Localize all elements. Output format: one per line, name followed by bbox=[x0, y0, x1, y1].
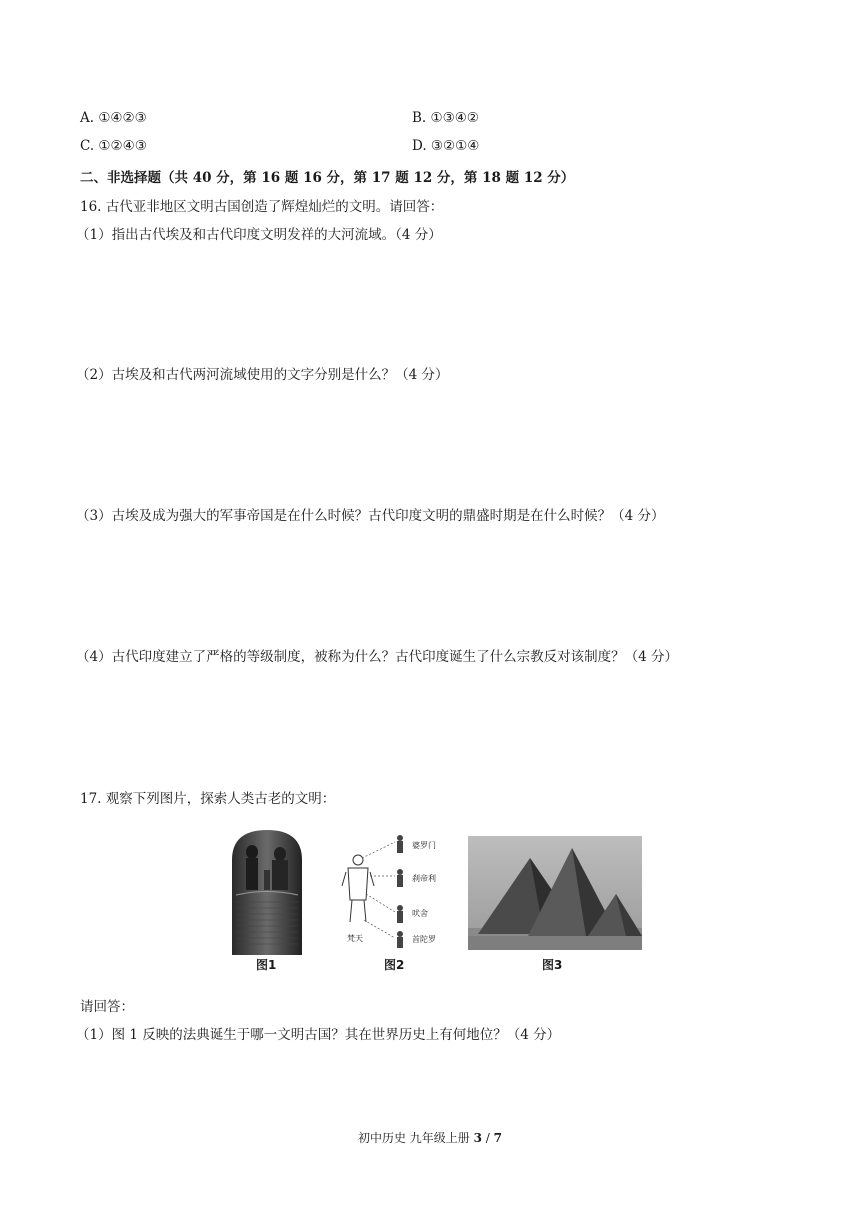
question-17-part-1: （1）图 1 反映的法典诞生于哪一文明古国？其在世界历史上有何地位？（4 分） bbox=[76, 1027, 561, 1043]
figure-2-caption: 图2 bbox=[384, 958, 405, 972]
page-total: 7 bbox=[493, 1131, 503, 1145]
section-title: 二、非选择题（共 40 分，第 16 题 16 分，第 17 题 12 分，第 18 题 12 分） bbox=[80, 170, 575, 186]
figure-3-caption: 图3 bbox=[542, 958, 563, 972]
caste-label-brahman: 婆罗门 bbox=[412, 841, 436, 850]
pyramids-photo-image bbox=[468, 836, 642, 950]
question-17-stem: 17. 观察下列图片，探索人类古老的文明： bbox=[80, 791, 336, 807]
footer-subject: 初中历史 九年级上册 bbox=[357, 1131, 474, 1145]
caste-label-kshatriya: 刹帝利 bbox=[412, 874, 436, 883]
question-16-part-4: （4）古代印度建立了严格的等级制度，被称为什么？古代印度诞生了什么宗教反对该制度？（4 分） bbox=[76, 649, 678, 665]
caste-label-shudra: 首陀罗 bbox=[412, 935, 436, 944]
option-c: C. ①②④③ bbox=[80, 138, 147, 154]
caste-label-vaishya: 吠舍 bbox=[412, 909, 428, 918]
figure-1-caption: 图1 bbox=[256, 958, 277, 972]
page-number: 3 bbox=[473, 1131, 482, 1145]
option-a: A. ①④②③ bbox=[80, 110, 147, 126]
hammurabi-stele-image bbox=[222, 830, 312, 955]
caste-label-brahma: 梵天 bbox=[347, 934, 363, 943]
question-16-part-1: （1）指出古代埃及和古代印度文明发祥的大河流域。（4 分） bbox=[76, 227, 442, 243]
option-d: D. ③②①④ bbox=[412, 138, 480, 154]
answer-prompt: 请回答： bbox=[80, 999, 134, 1015]
option-b: B. ①③④② bbox=[412, 110, 479, 126]
question-16-part-2: （2）古埃及和古代两河流域使用的文字分别是什么？（4 分） bbox=[76, 367, 449, 383]
question-16-stem: 16. 古代亚非地区文明古国创造了辉煌灿烂的文明。请回答： bbox=[80, 199, 444, 215]
page-footer bbox=[0, 1129, 860, 1146]
figure-strip bbox=[222, 830, 642, 980]
page-separator: / bbox=[481, 1131, 494, 1145]
question-16-part-3: （3）古埃及成为强大的军事帝国是在什么时候？古代印度文明的鼎盛时期是在什么时候？（4 分） bbox=[76, 508, 665, 524]
